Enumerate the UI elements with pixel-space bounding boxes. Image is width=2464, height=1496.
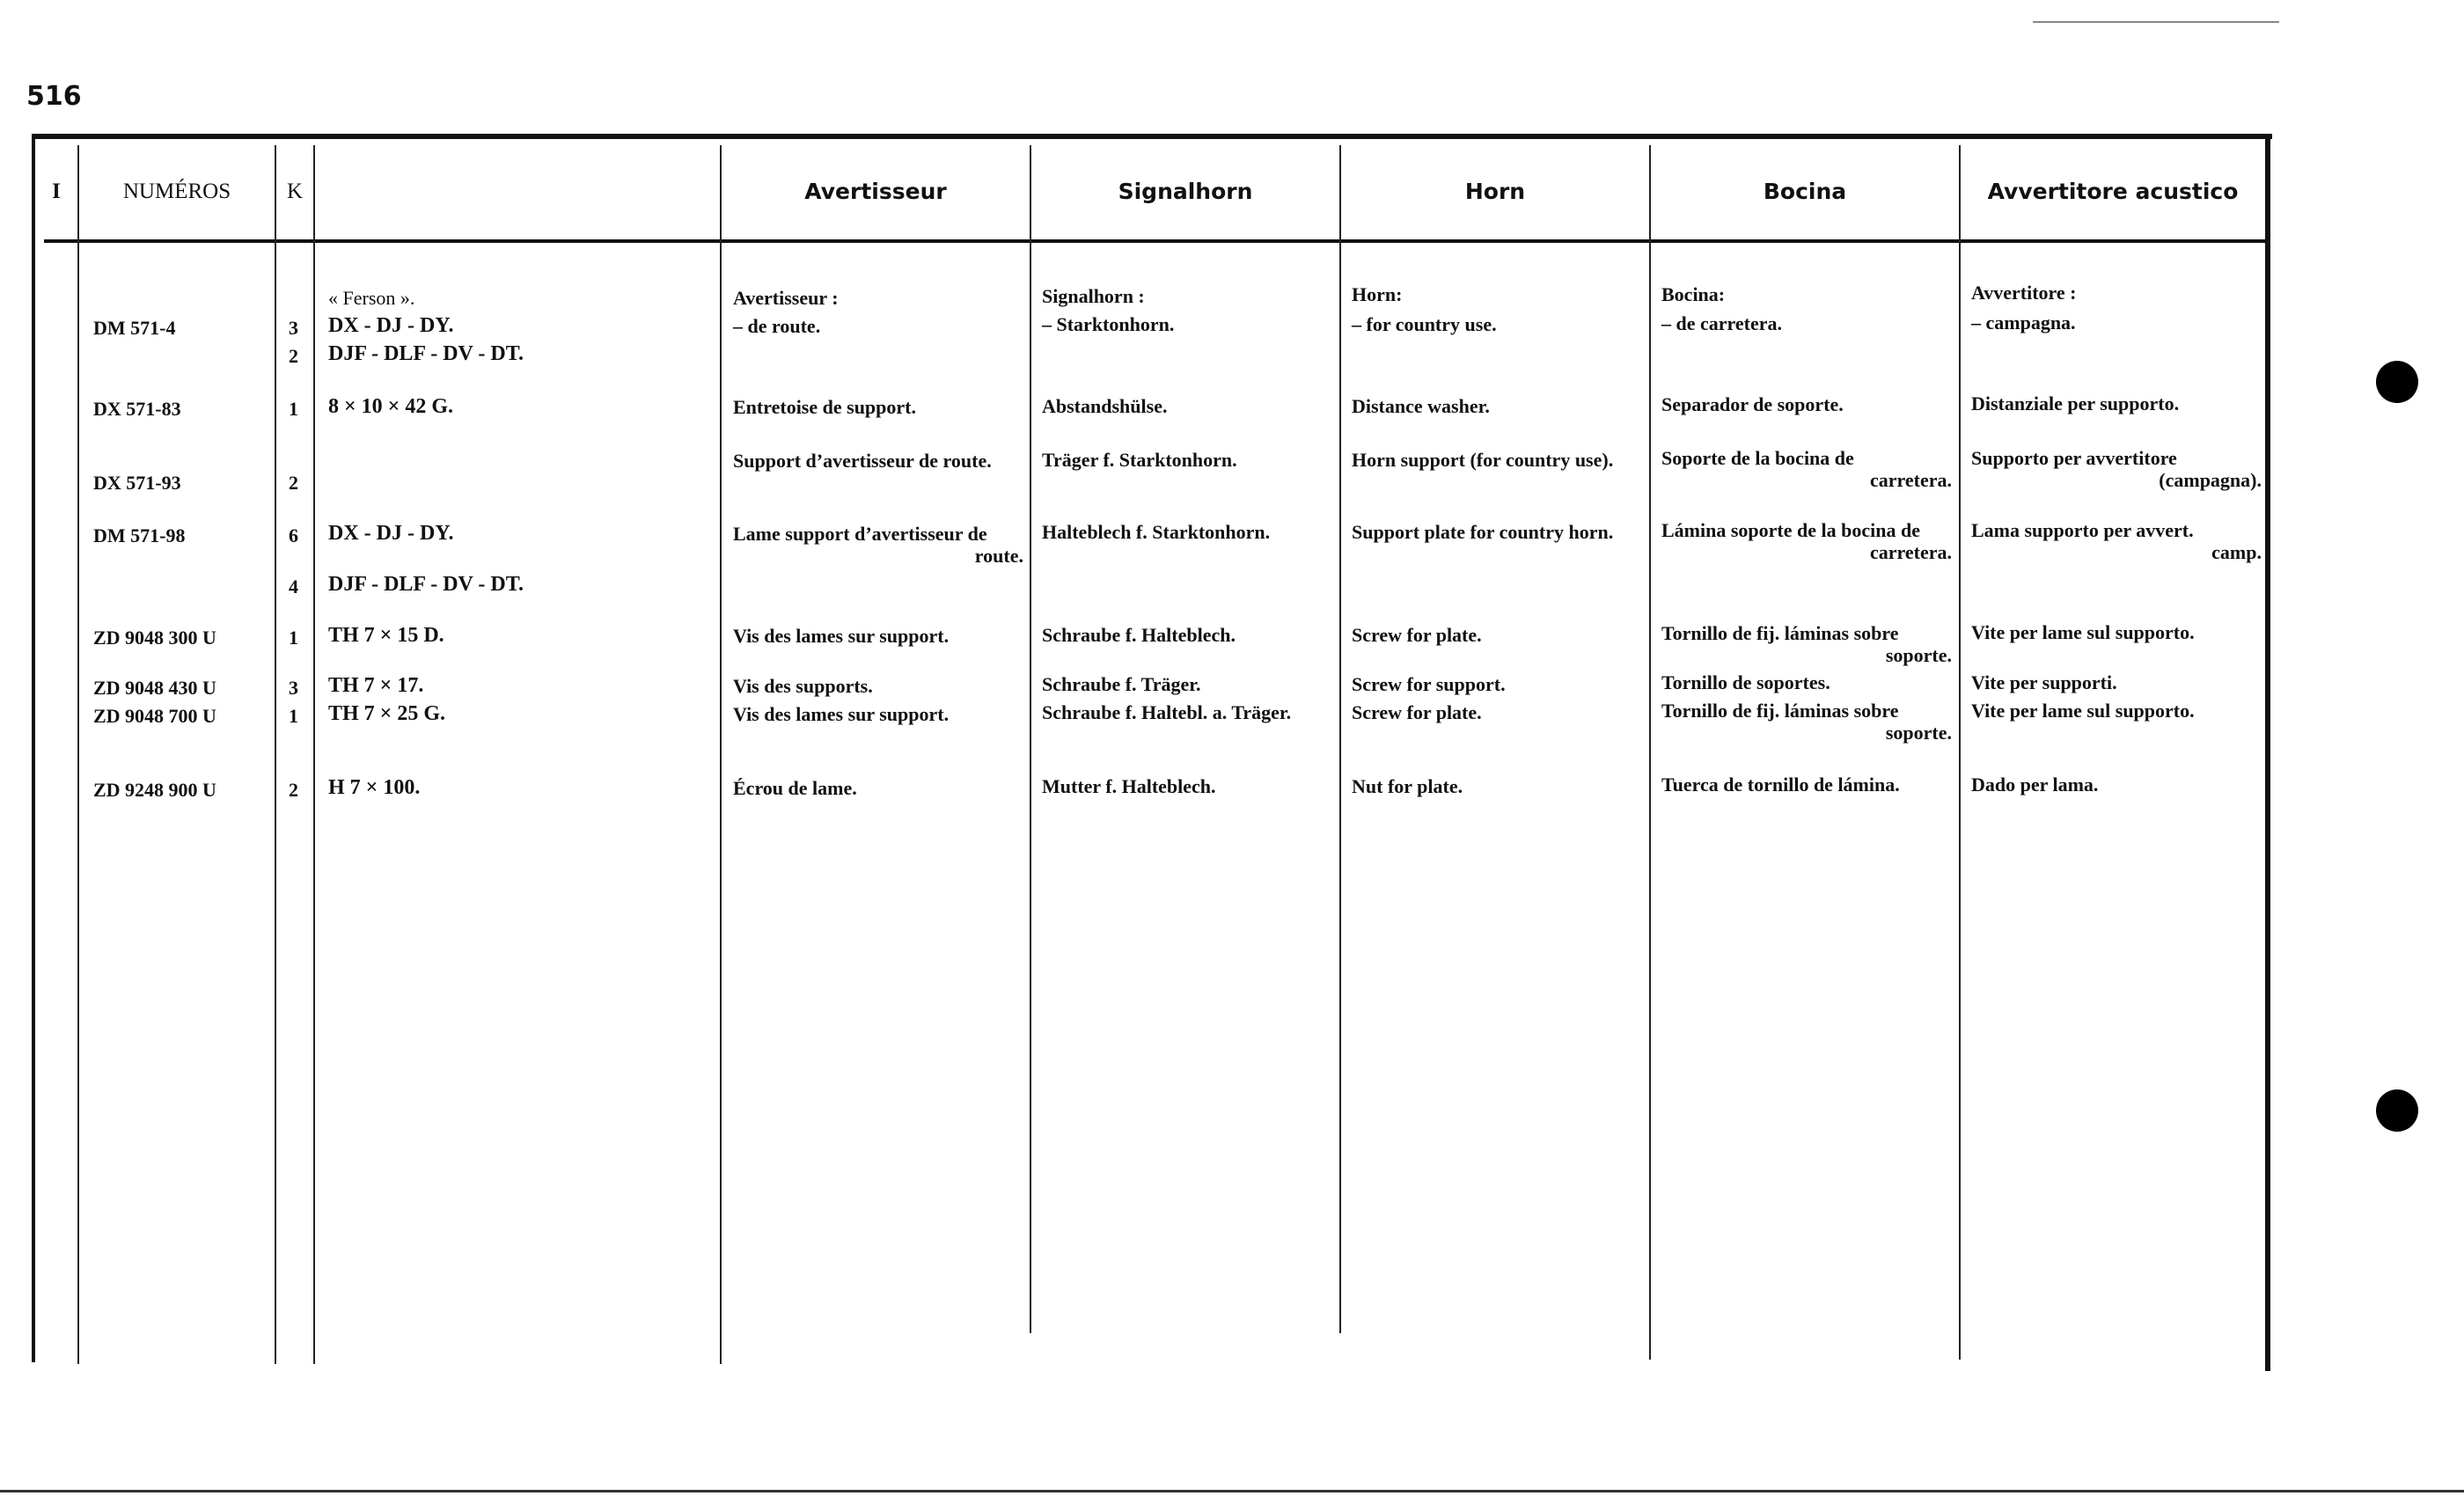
column-divider	[275, 145, 276, 1364]
quantity-cell: 2	[289, 779, 298, 801]
italian-cell: – campagna.	[1971, 312, 2076, 334]
column-divider	[1959, 145, 1961, 1360]
french-cell-line: Lame support d’avertisseur de	[733, 523, 987, 545]
scan-mark	[2033, 21, 2279, 23]
italian-cell-line: (campagna).	[2159, 469, 2262, 491]
french-cell: – de route.	[733, 315, 821, 337]
german-cell: Signalhorn :	[1042, 285, 1145, 307]
french-cell: Écrou de lame.	[733, 777, 857, 799]
description-cell: H 7 × 100.	[328, 776, 421, 799]
table-right-border	[2265, 139, 2270, 1371]
page-bottom-rule	[0, 1490, 2464, 1492]
italian-cell	[1971, 519, 2262, 563]
french-cell: Vis des supports.	[733, 675, 873, 697]
french-cell: Avertisseur :	[733, 287, 839, 309]
spanish-cell: Tornillo de soportes.	[1661, 671, 1830, 693]
italian-cell: Vite per lame sul supporto.	[1971, 700, 2195, 722]
description-cell: DX - DJ - DY.	[328, 314, 454, 337]
french-cell-line: route.	[974, 545, 1023, 567]
german-cell: Schraube f. Halteblech.	[1042, 624, 1236, 646]
description-cell: « Ferson ».	[328, 287, 415, 309]
spanish-cell	[1661, 622, 1952, 666]
english-cell: Horn:	[1352, 283, 1403, 305]
column-divider	[77, 145, 79, 1364]
quantity-cell: 6	[289, 524, 298, 546]
german-cell: Schraube f. Träger.	[1042, 673, 1201, 695]
description-cell: TH 7 × 25 G.	[328, 702, 446, 725]
header-col-i: I	[52, 179, 61, 203]
column-divider	[1649, 145, 1651, 1360]
english-cell: Screw for plate.	[1352, 624, 1482, 646]
german-cell: Mutter f. Halteblech.	[1042, 775, 1216, 797]
part-number-cell: ZD 9248 900 U	[93, 779, 216, 801]
italian-cell: Distanziale per supporto.	[1971, 392, 2180, 414]
column-divider	[1030, 145, 1031, 1333]
spanish-cell-line: Tornillo de fij. láminas sobre	[1661, 700, 1899, 722]
description-cell: DX - DJ - DY.	[328, 522, 454, 545]
italian-cell	[1971, 447, 2262, 491]
spanish-cell: Tuerca de tornillo de lámina.	[1661, 774, 1900, 796]
part-number-cell: DM 571-98	[93, 524, 186, 546]
part-number-cell: ZD 9048 700 U	[93, 705, 216, 727]
header-col-numeros: NUMÉROS	[122, 179, 231, 203]
spanish-cell-line: soporte.	[1885, 722, 1952, 744]
french-cell: Entretoise de support.	[733, 396, 916, 418]
german-cell: Schraube f. Haltebl. a. Träger.	[1042, 701, 1292, 723]
binder-hole	[2376, 361, 2418, 403]
binder-hole	[2376, 1089, 2418, 1132]
column-divider	[1339, 145, 1341, 1333]
english-cell: Nut for plate.	[1352, 775, 1463, 797]
header-divider	[44, 239, 2267, 243]
spanish-cell-line: Lámina soporte de la bocina de	[1661, 519, 1920, 541]
italian-cell-line: Supporto per avvertitore	[1971, 447, 2177, 469]
column-divider	[720, 145, 722, 1364]
spanish-cell	[1661, 447, 1952, 491]
description-cell: DJF - DLF - DV - DT.	[328, 342, 524, 365]
part-number-cell: DM 571-4	[93, 317, 176, 339]
quantity-cell: 3	[289, 677, 298, 699]
description-cell: 8 × 10 × 42 G.	[328, 395, 454, 418]
part-number-cell: ZD 9048 300 U	[93, 627, 216, 649]
page-number: 516	[26, 81, 82, 112]
spanish-cell-line: carretera.	[1869, 469, 1952, 491]
french-cell: Vis des lames sur support.	[733, 703, 950, 725]
header-col-german: Signalhorn	[1118, 179, 1253, 204]
spanish-cell-line: Tornillo de fij. láminas sobre	[1661, 622, 1899, 644]
description-cell: TH 7 × 17.	[328, 674, 424, 697]
quantity-cell: 1	[289, 627, 298, 649]
quantity-cell: 4	[289, 576, 298, 598]
german-cell: Träger f. Starktonhorn.	[1042, 449, 1237, 471]
description-cell: DJF - DLF - DV - DT.	[328, 573, 524, 596]
quantity-cell: 1	[289, 398, 298, 420]
table-top-border	[32, 134, 2272, 139]
quantity-cell: 2	[289, 345, 298, 367]
spanish-cell: – de carretera.	[1661, 312, 1783, 334]
header-col-french: Avertisseur	[804, 179, 947, 204]
description-cell: TH 7 × 15 D.	[328, 624, 444, 647]
quantity-cell: 3	[289, 317, 298, 339]
spanish-cell: Separador de soporte.	[1661, 393, 1844, 415]
part-number-cell: DX 571-83	[93, 398, 181, 420]
spanish-cell-line: Soporte de la bocina de	[1661, 447, 1854, 469]
english-cell: Distance washer.	[1352, 395, 1490, 417]
german-cell: Abstandshülse.	[1042, 395, 1168, 417]
italian-cell: Dado per lama.	[1971, 774, 2099, 796]
italian-cell-line: Lama supporto per avvert.	[1971, 519, 2194, 541]
german-cell: Halteblech f. Starktonhorn.	[1042, 521, 1271, 543]
german-cell: – Starktonhorn.	[1042, 313, 1175, 335]
part-number-cell: ZD 9048 430 U	[93, 677, 216, 699]
header-col-english: Horn	[1464, 179, 1526, 204]
spanish-cell: Bocina:	[1661, 283, 1726, 305]
italian-cell: Vite per lame sul supporto.	[1971, 621, 2195, 643]
english-cell: Horn support (for country use).	[1352, 449, 1614, 471]
french-cell: Vis des lames sur support.	[733, 625, 950, 647]
header-col-spanish: Bocina	[1763, 179, 1847, 204]
french-cell: Support d’avertisseur de route.	[733, 450, 992, 472]
spanish-cell	[1661, 700, 1952, 744]
part-number-cell: DX 571-93	[93, 472, 181, 494]
table-left-border	[32, 139, 35, 1362]
spanish-cell-line: soporte.	[1885, 644, 1952, 666]
header-col-italian: Avvertitore acustico	[1987, 179, 2239, 204]
header-col-k: K	[286, 179, 304, 203]
column-divider	[313, 145, 315, 1364]
italian-cell: Vite per supporti.	[1971, 671, 2117, 693]
english-cell: Support plate for country horn.	[1352, 521, 1614, 543]
quantity-cell: 1	[289, 705, 298, 727]
spanish-cell-line: carretera.	[1869, 541, 1952, 563]
english-cell: Screw for plate.	[1352, 701, 1482, 723]
english-cell: – for country use.	[1352, 313, 1497, 335]
french-cell	[733, 523, 1023, 567]
english-cell: Screw for support.	[1352, 673, 1506, 695]
italian-cell: Avvertitore :	[1971, 282, 2077, 304]
spanish-cell	[1661, 519, 1952, 563]
quantity-cell: 2	[289, 472, 298, 494]
italian-cell-line: camp.	[2211, 541, 2262, 563]
